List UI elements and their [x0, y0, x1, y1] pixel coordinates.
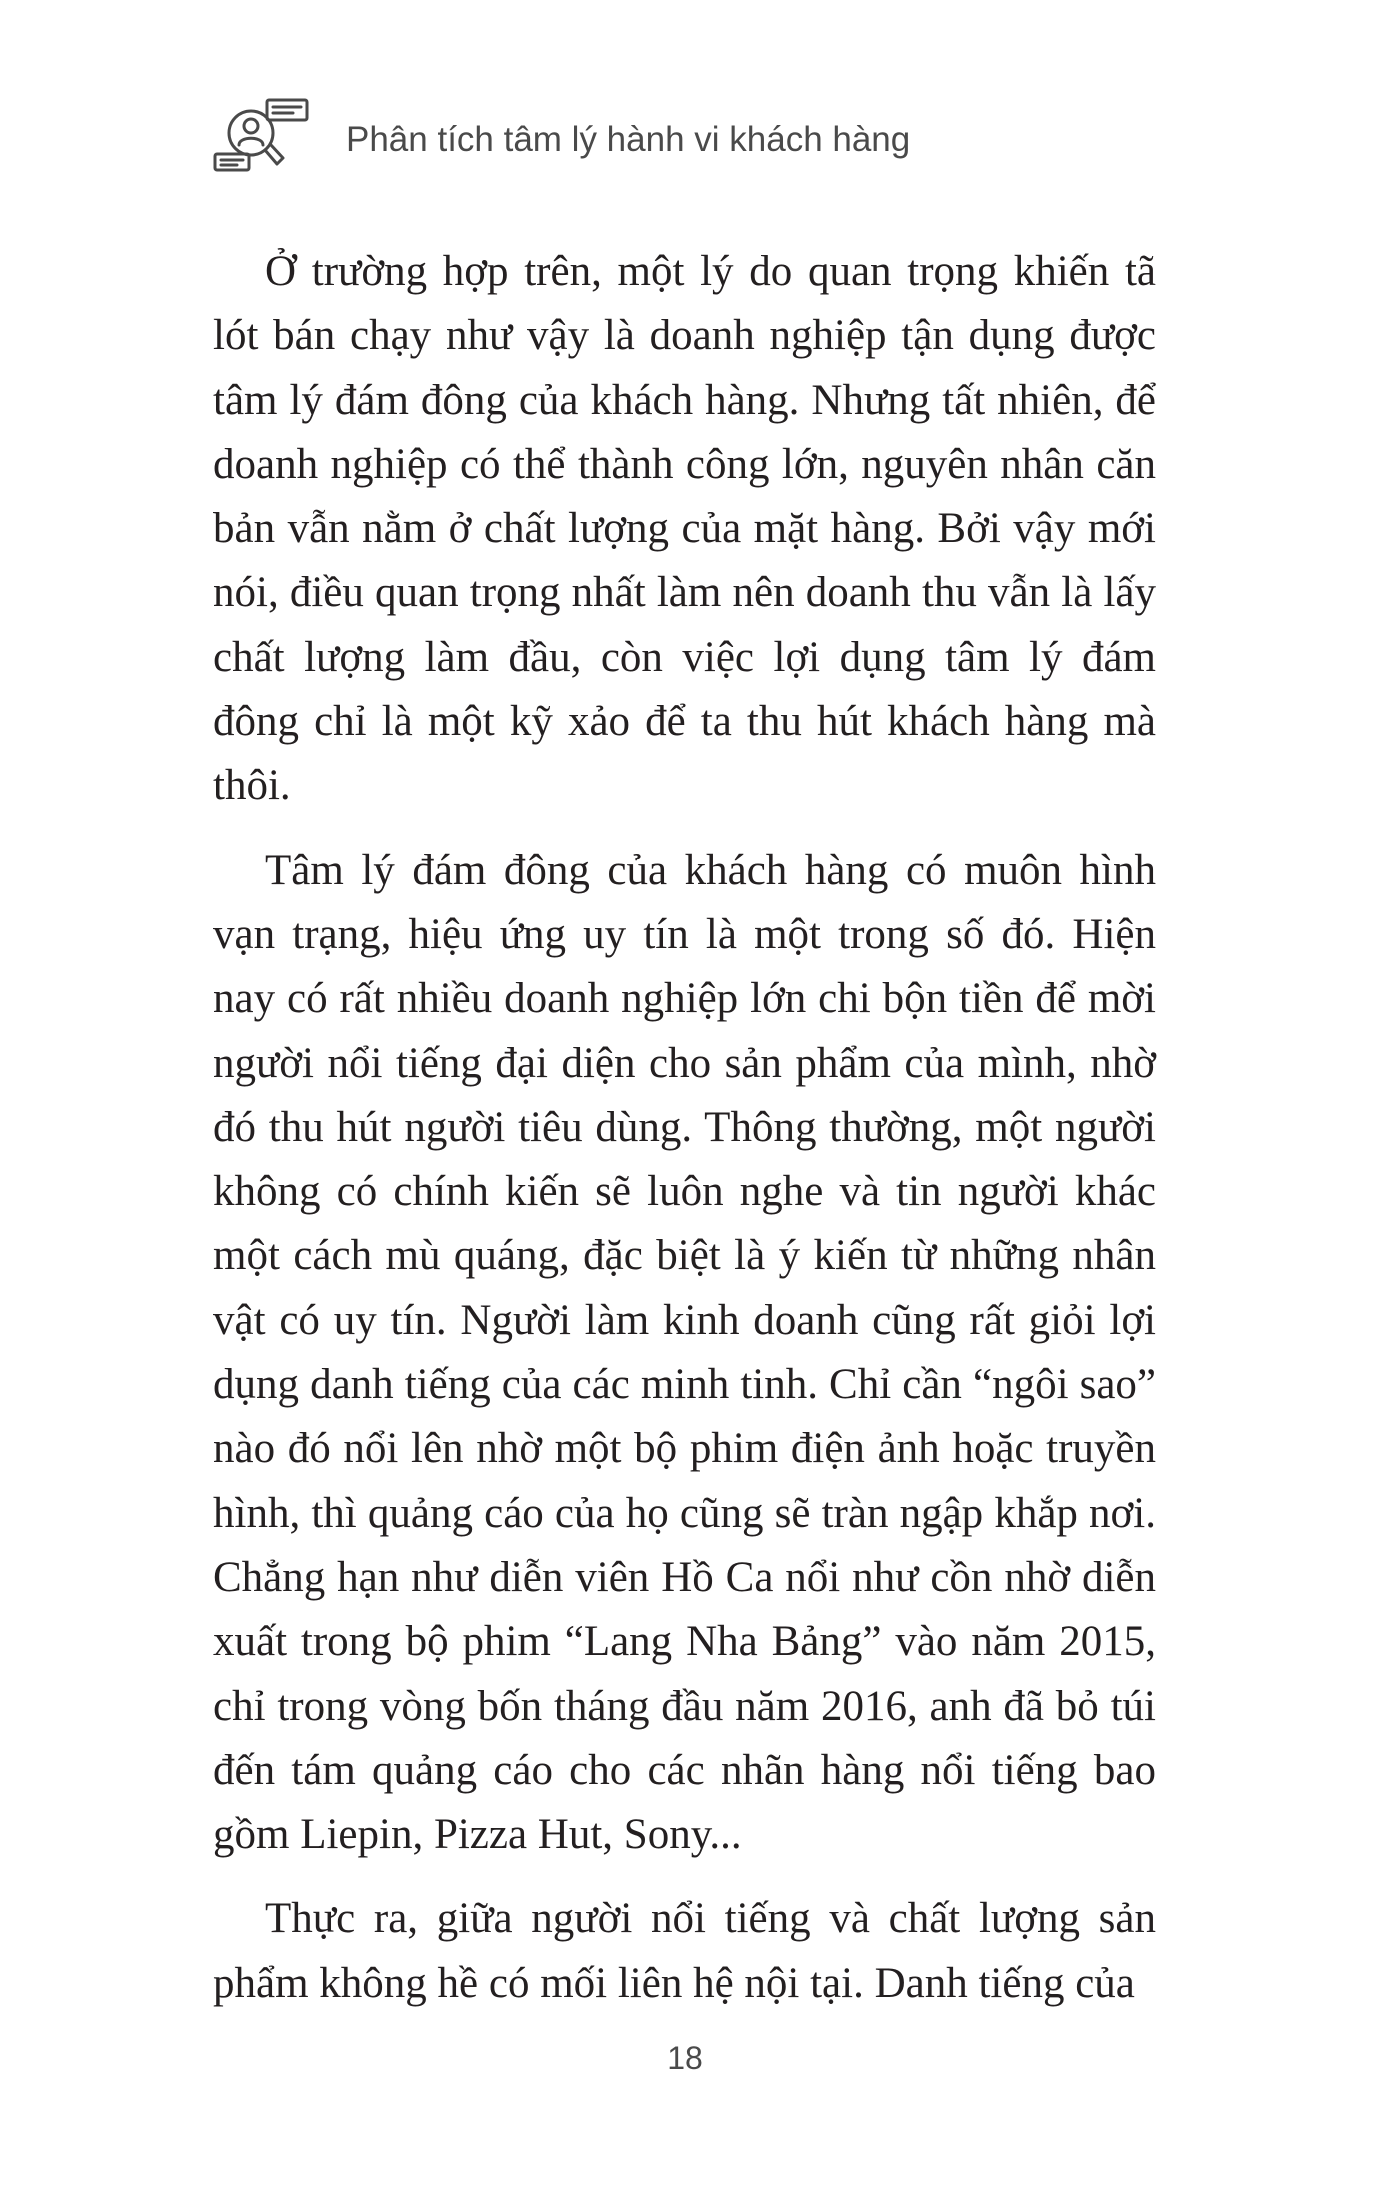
- page-number: 18: [667, 2040, 703, 2076]
- header-title: Phân tích tâm lý hành vi khách hàng: [346, 120, 911, 159]
- paragraph: Thực ra, giữa người nổi tiếng và chất lượng sản phẩm không hề có mối liên hệ nội tại. Danh tiếng của: [213, 1895, 1156, 2007]
- running-header: [213, 98, 1213, 188]
- body-text: [213, 240, 1156, 2036]
- paragraph: Ở trường hợp trên, một lý do quan trọng khiến tã lót bán chạy như vậy là doanh nghiệp tận dụng được tâm lý đám đông của khách hàng. Nhưng tất nhiên, để doanh nghiệp có thể thành công lớn, nguyên nhân căn bản vẫn nằm ở chất lượng của mặt hàng. Bởi vậy mới nói, điều quan trọng nhất làm nên doanh thu vẫn là lấy chất lượng làm đầu, còn việc lợi dụng tâm lý đám đông chỉ là một kỹ xảo để ta thu hút khách hàng mà thôi.: [213, 248, 1156, 810]
- paragraph: Tâm lý đám đông của khách hàng có muôn hình vạn trạng, hiệu ứng uy tín là một trong số đó. Hiện nay có rất nhiều doanh nghiệp lớn chi bộn tiền để mời người nổi tiếng đại diện cho sản phẩm của mình, nhờ đó thu hút người tiêu dùng. Thông thường, một người không có chính kiến sẽ luôn nghe và tin người khác một cách mù quáng, đặc biệt là ý kiến từ những nhân vật có uy tín. Người làm kinh doanh cũng rất giỏi lợi dụng danh tiếng của các minh tinh. Chỉ cần “ngôi sao” nào đó nổi lên nhờ một bộ phim điện ảnh hoặc truyền hình, thì quảng cáo của họ cũng sẽ tràn ngập khắp nơi. Chẳng hạn như diễn viên Hồ Ca nổi như cồn nhờ diễn xuất trong bộ phim “Lang Nha Bảng” vào năm 2015, chỉ trong vòng bốn tháng đầu năm 2016, anh đã bỏ túi đến tám quảng cáo cho các nhãn hàng nổi tiếng bao gồm Liepin, Pizza Hut, Sony...: [213, 846, 1156, 1859]
- customer-analysis-icon: [213, 98, 313, 188]
